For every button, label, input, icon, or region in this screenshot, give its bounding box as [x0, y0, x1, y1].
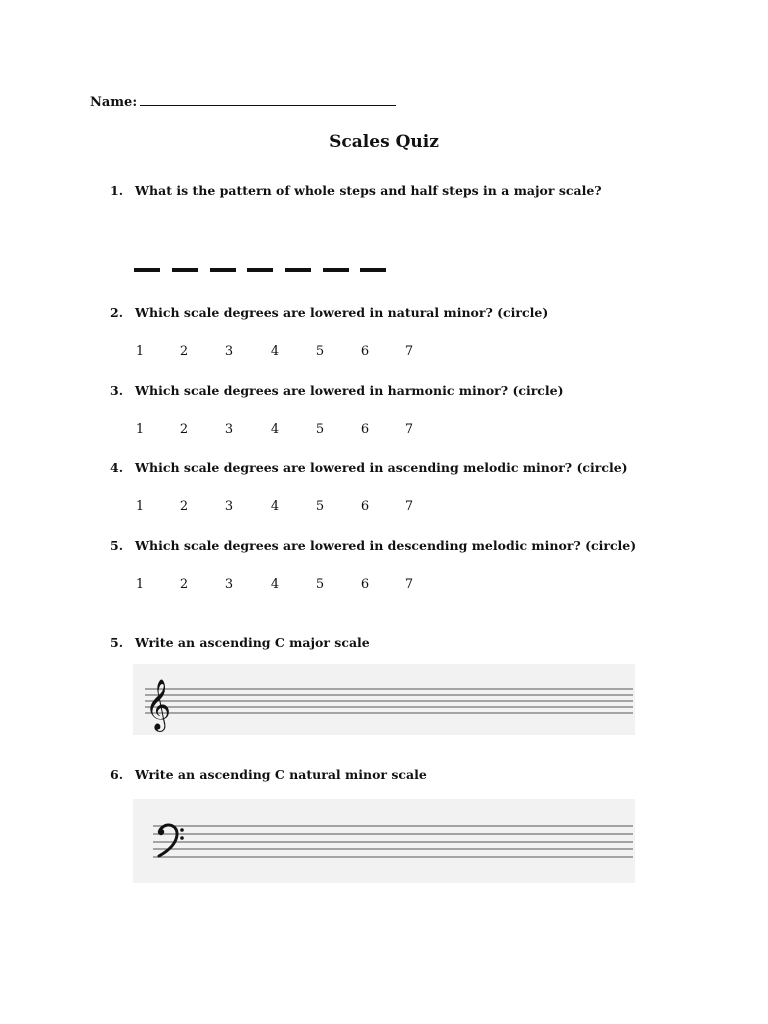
question-number: 6.	[110, 767, 124, 782]
bass-staff[interactable]	[133, 799, 635, 883]
degree-option[interactable]: 6	[360, 422, 370, 437]
degree-option[interactable]: 5	[315, 499, 325, 514]
degree-option[interactable]: 2	[179, 344, 189, 359]
answer-blank[interactable]	[360, 268, 386, 272]
treble-staff[interactable]	[133, 664, 635, 735]
question-c-natural-minor	[110, 767, 427, 782]
degree-option[interactable]: 7	[404, 577, 414, 592]
question-number: 4.	[110, 460, 124, 475]
degree-option[interactable]: 1	[135, 499, 145, 514]
degree-option[interactable]: 7	[404, 499, 414, 514]
question-number: 3.	[110, 383, 124, 398]
name-blank[interactable]	[140, 93, 396, 106]
answer-blank[interactable]	[134, 268, 160, 272]
degree-option[interactable]: 3	[224, 344, 234, 359]
degree-option[interactable]: 7	[404, 422, 414, 437]
degree-option[interactable]: 4	[270, 499, 280, 514]
question-1	[110, 183, 602, 198]
name-label: Name:	[90, 95, 138, 110]
question-text: Which scale degrees are lowered in descending melodic minor? (circle)	[135, 538, 637, 553]
answer-blank[interactable]	[210, 268, 236, 272]
degree-option[interactable]: 4	[270, 577, 280, 592]
degree-option[interactable]: 4	[270, 344, 280, 359]
degree-option[interactable]: 4	[270, 422, 280, 437]
treble-clef-icon	[145, 679, 171, 732]
question-2	[110, 305, 548, 320]
answer-blank[interactable]	[172, 268, 198, 272]
question-4	[110, 460, 628, 475]
treble-staff-lines	[133, 664, 635, 735]
degree-option[interactable]: 5	[315, 422, 325, 437]
degree-option[interactable]: 1	[135, 422, 145, 437]
degree-option[interactable]: 6	[360, 499, 370, 514]
degree-option[interactable]: 5	[315, 344, 325, 359]
question-number: 2.	[110, 305, 124, 320]
question-3	[110, 383, 564, 398]
degree-option[interactable]: 2	[179, 422, 189, 437]
degree-option[interactable]: 6	[360, 344, 370, 359]
question-number: 5.	[110, 635, 124, 650]
degree-option[interactable]: 5	[315, 577, 325, 592]
degree-option[interactable]: 3	[224, 577, 234, 592]
question-text: Which scale degrees are lowered in natural minor? (circle)	[135, 305, 549, 320]
question-5	[110, 538, 636, 553]
degree-option[interactable]: 3	[224, 422, 234, 437]
name-field[interactable]	[90, 93, 396, 110]
degree-option[interactable]: 3	[224, 499, 234, 514]
question-c-major	[110, 635, 370, 650]
question-number: 1.	[110, 183, 124, 198]
question-text: What is the pattern of whole steps and half steps in a major scale?	[135, 183, 602, 198]
svg-text:𝄞: 𝄞	[145, 679, 172, 730]
bass-staff-lines	[133, 799, 635, 883]
bass-clef-icon	[158, 825, 184, 856]
question-number: 5.	[110, 538, 124, 553]
answer-blank[interactable]	[285, 268, 311, 272]
question-text: Write an ascending C natural minor scale	[135, 767, 427, 782]
degree-option[interactable]: 7	[404, 344, 414, 359]
degree-option[interactable]: 2	[179, 577, 189, 592]
degree-option[interactable]: 6	[360, 577, 370, 592]
answer-blank[interactable]	[323, 268, 349, 272]
degree-option[interactable]: 1	[135, 344, 145, 359]
degree-option[interactable]: 1	[135, 577, 145, 592]
page-title: Scales Quiz	[329, 132, 439, 152]
question-text: Which scale degrees are lowered in harmonic minor? (circle)	[135, 383, 564, 398]
question-text: Which scale degrees are lowered in ascending melodic minor? (circle)	[135, 460, 628, 475]
degree-option[interactable]: 2	[179, 499, 189, 514]
question-text: Write an ascending C major scale	[135, 635, 370, 650]
answer-blank[interactable]	[247, 268, 273, 272]
